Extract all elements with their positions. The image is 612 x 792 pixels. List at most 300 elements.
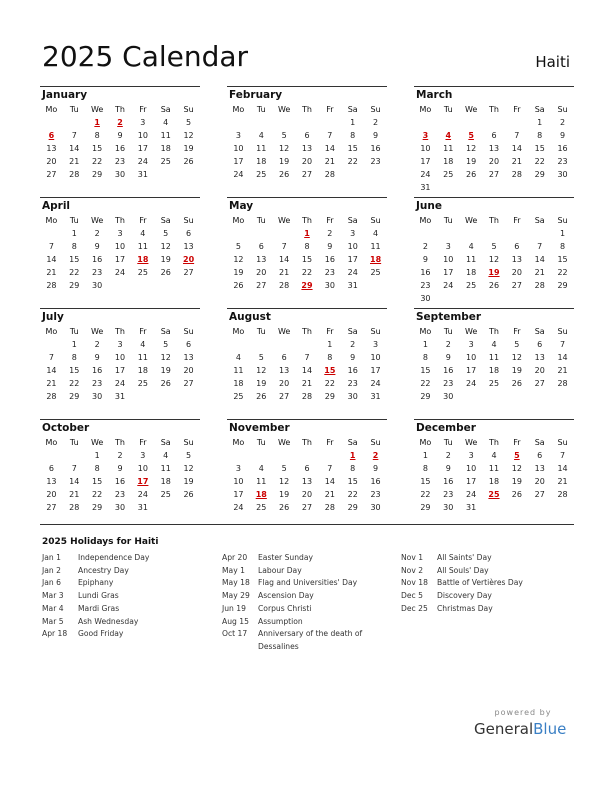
weekday-header <box>227 103 387 116</box>
day-cell: 27 <box>511 281 522 290</box>
day-cell: 12 <box>279 477 290 486</box>
weekday-label: Mo <box>419 216 432 225</box>
day-cell: 12 <box>466 144 477 153</box>
holiday-day: 29 <box>301 281 313 290</box>
day-cell: 15 <box>69 366 80 375</box>
month-august <box>227 308 387 419</box>
holiday-date: Dec 5 <box>401 591 423 601</box>
day-cell: 4 <box>140 340 146 349</box>
weekday-header <box>227 436 387 449</box>
weekday-label: Tu <box>69 327 79 336</box>
weekday-label: We <box>277 216 291 225</box>
day-grid <box>40 338 200 403</box>
day-cell: 13 <box>301 477 313 486</box>
day-cell: 29 <box>557 281 568 290</box>
holiday-column-1 <box>42 552 212 641</box>
day-cell: 30 <box>370 503 381 512</box>
weekday-header <box>414 214 574 227</box>
day-cell: 27 <box>183 379 194 388</box>
holiday-date: Mar 3 <box>42 591 64 601</box>
day-cell: 21 <box>534 268 545 277</box>
day-cell: 12 <box>256 366 267 375</box>
holiday-day: 15 <box>324 366 336 375</box>
holiday-date: Aug 15 <box>222 616 249 626</box>
day-cell: 10 <box>233 144 244 153</box>
holiday-entry <box>401 577 571 590</box>
day-cell: 1 <box>94 451 100 460</box>
month-december <box>414 419 574 530</box>
day-cell: 4 <box>140 229 146 238</box>
day-cell: 14 <box>46 255 57 264</box>
weekday-label: Th <box>489 216 499 225</box>
day-cell: 22 <box>347 157 358 166</box>
day-cell: 10 <box>233 477 244 486</box>
day-cell: 23 <box>92 268 103 277</box>
day-cell: 10 <box>347 242 358 251</box>
weekday-label: We <box>464 327 478 336</box>
day-cell: 15 <box>347 144 358 153</box>
day-cell: 3 <box>373 340 379 349</box>
day-cell: 24 <box>466 379 477 388</box>
day-cell: 6 <box>304 464 310 473</box>
day-cell: 20 <box>46 157 57 166</box>
day-cell: 6 <box>258 242 264 251</box>
day-blank <box>318 449 341 462</box>
weekday-label: Mo <box>232 105 245 114</box>
day-cell: 6 <box>537 451 543 460</box>
day-cell: 25 <box>137 379 148 388</box>
day-cell: 16 <box>114 477 126 486</box>
day-cell: 26 <box>488 281 500 290</box>
day-cell: 4 <box>468 242 474 251</box>
day-cell: 16 <box>370 477 381 486</box>
month-name: August <box>229 311 271 323</box>
day-blank <box>505 116 528 129</box>
day-blank <box>227 116 250 129</box>
day-cell: 24 <box>233 503 244 512</box>
day-cell: 13 <box>46 477 57 486</box>
day-blank <box>460 227 483 240</box>
holiday-entry <box>222 603 392 616</box>
weekday-label: Th <box>115 216 125 225</box>
day-cell: 30 <box>443 503 454 512</box>
holiday-entry <box>222 552 392 565</box>
weekday-label: Su <box>557 216 568 225</box>
day-cell: 5 <box>514 340 520 349</box>
weekday-label: Th <box>302 327 312 336</box>
weekday-label: Th <box>115 105 125 114</box>
day-cell: 20 <box>301 157 313 166</box>
day-cell: 13 <box>279 366 290 375</box>
holiday-entry <box>42 590 212 603</box>
day-cell: 20 <box>279 379 290 388</box>
day-cell: 31 <box>137 503 148 512</box>
day-cell: 16 <box>92 255 103 264</box>
day-cell: 31 <box>466 503 477 512</box>
day-cell: 13 <box>183 242 194 251</box>
day-grid <box>40 116 200 181</box>
holiday-date: May 29 <box>222 591 250 601</box>
day-cell: 2 <box>94 229 100 238</box>
holiday-name: Corpus Christi <box>258 603 312 613</box>
month-june <box>414 197 574 308</box>
day-cell: 7 <box>514 131 520 140</box>
day-cell: 2 <box>94 340 100 349</box>
day-cell: 3 <box>235 464 241 473</box>
day-cell: 25 <box>233 392 244 401</box>
month-name: January <box>42 89 88 101</box>
weekday-header <box>40 214 200 227</box>
day-cell: 15 <box>420 366 431 375</box>
day-cell: 26 <box>256 392 267 401</box>
day-grid <box>40 227 200 292</box>
day-cell: 18 <box>137 366 148 375</box>
holiday-day: 17 <box>137 477 149 486</box>
holiday-date: May 18 <box>222 578 250 588</box>
day-cell: 12 <box>511 353 522 362</box>
day-cell: 29 <box>534 170 545 179</box>
month-april <box>40 197 200 308</box>
day-cell: 26 <box>160 268 171 277</box>
day-cell: 12 <box>279 144 290 153</box>
month-name: November <box>229 422 290 434</box>
day-cell: 12 <box>233 255 244 264</box>
day-cell: 26 <box>160 379 171 388</box>
divider <box>40 524 574 525</box>
day-cell: 25 <box>256 170 267 179</box>
day-cell: 16 <box>92 366 103 375</box>
day-cell: 3 <box>468 340 474 349</box>
day-cell: 5 <box>235 242 241 251</box>
day-blank <box>40 227 63 240</box>
day-cell: 9 <box>445 464 451 473</box>
day-cell: 25 <box>488 379 500 388</box>
day-cell: 4 <box>258 464 264 473</box>
day-cell: 8 <box>537 131 543 140</box>
day-cell: 4 <box>373 229 379 238</box>
day-cell: 7 <box>48 353 54 362</box>
weekday-label: Th <box>302 105 312 114</box>
day-cell: 9 <box>350 353 356 362</box>
day-cell: 17 <box>370 366 381 375</box>
day-cell: 9 <box>445 353 451 362</box>
weekday-label: Th <box>302 438 312 447</box>
day-cell: 15 <box>92 477 103 486</box>
day-cell: 24 <box>233 170 244 179</box>
day-cell: 29 <box>69 281 80 290</box>
day-blank <box>483 116 506 129</box>
day-cell: 3 <box>445 242 451 251</box>
day-cell: 24 <box>114 379 126 388</box>
holiday-name: Flag and Universities' Day <box>258 578 358 588</box>
weekday-label: Mo <box>419 327 432 336</box>
weekday-label: Mo <box>232 438 245 447</box>
day-cell: 9 <box>117 464 123 473</box>
brand-general: General <box>474 720 534 738</box>
holiday-name: Battle of Vertières Day <box>437 578 523 588</box>
weekday-label: We <box>464 105 478 114</box>
day-cell: 20 <box>534 366 545 375</box>
weekday-label: Mo <box>45 216 58 225</box>
weekday-label: Tu <box>69 438 79 447</box>
day-cell: 17 <box>347 255 358 264</box>
holiday-date: Nov 18 <box>401 578 428 588</box>
day-cell: 20 <box>534 477 545 486</box>
holiday-day: 1 <box>349 451 356 460</box>
holiday-entry <box>401 565 571 578</box>
weekday-label: Sa <box>347 216 358 225</box>
weekday-label: Sa <box>534 216 545 225</box>
day-cell: 23 <box>347 379 358 388</box>
month-january <box>40 86 200 197</box>
day-cell: 10 <box>114 353 126 362</box>
day-cell: 31 <box>347 281 358 290</box>
day-cell: 16 <box>347 366 358 375</box>
day-cell: 10 <box>137 464 148 473</box>
holiday-date: Jan 6 <box>42 578 61 588</box>
month-november <box>227 419 387 530</box>
weekday-label: Sa <box>160 105 171 114</box>
day-cell: 26 <box>466 170 477 179</box>
weekday-label: Mo <box>419 438 432 447</box>
holiday-name: Lundi Gras <box>78 591 119 601</box>
day-cell: 21 <box>279 268 290 277</box>
holiday-column-3 <box>401 552 571 616</box>
day-cell: 23 <box>370 490 381 499</box>
weekday-label: Th <box>489 105 499 114</box>
day-cell: 10 <box>466 353 477 362</box>
weekday-label: Sa <box>347 327 358 336</box>
brand-logo[interactable] <box>474 720 566 738</box>
day-cell: 24 <box>466 490 477 499</box>
weekday-label: We <box>90 327 104 336</box>
day-blank <box>414 227 437 240</box>
holiday-entry <box>42 628 212 641</box>
holiday-day: 25 <box>488 490 500 499</box>
day-cell: 19 <box>511 366 522 375</box>
holiday-entry <box>222 628 392 653</box>
day-cell: 1 <box>327 340 333 349</box>
day-cell: 16 <box>370 144 381 153</box>
day-blank <box>296 449 319 462</box>
day-cell: 27 <box>488 170 500 179</box>
weekday-label: Su <box>557 105 568 114</box>
holidays-title: 2025 Holidays for Haiti <box>42 537 159 547</box>
months-grid <box>40 86 574 530</box>
weekday-label: We <box>90 216 104 225</box>
day-cell: 17 <box>137 144 148 153</box>
day-cell: 31 <box>137 170 148 179</box>
weekday-header <box>414 103 574 116</box>
day-cell: 17 <box>114 366 126 375</box>
weekday-label: Fr <box>326 438 334 447</box>
weekday-label: Tu <box>69 216 79 225</box>
weekday-header <box>40 325 200 338</box>
day-cell: 22 <box>557 268 568 277</box>
holiday-name: Good Friday <box>78 629 124 639</box>
day-cell: 28 <box>46 392 57 401</box>
day-cell: 13 <box>511 255 522 264</box>
day-cell: 26 <box>511 379 522 388</box>
holiday-day: 1 <box>94 118 100 127</box>
month-july <box>40 308 200 419</box>
day-cell: 5 <box>281 131 287 140</box>
day-cell: 26 <box>183 157 194 166</box>
day-cell: 4 <box>258 131 264 140</box>
holiday-day: 2 <box>372 451 379 460</box>
day-cell: 25 <box>160 157 171 166</box>
day-cell: 2 <box>560 118 566 127</box>
day-cell: 28 <box>534 281 545 290</box>
day-cell: 29 <box>92 503 103 512</box>
day-cell: 27 <box>301 503 313 512</box>
month-name: October <box>42 422 90 434</box>
day-blank <box>296 116 319 129</box>
holiday-name: Ascension Day <box>258 591 314 601</box>
day-cell: 18 <box>488 366 500 375</box>
day-cell: 19 <box>279 490 290 499</box>
day-cell: 26 <box>233 281 244 290</box>
day-cell: 7 <box>304 353 310 362</box>
holiday-date: Nov 1 <box>401 553 424 562</box>
day-cell: 11 <box>256 144 267 153</box>
day-cell: 28 <box>279 281 290 290</box>
weekday-label: Sa <box>160 327 171 336</box>
day-cell: 16 <box>557 144 568 153</box>
holiday-date: Mar 4 <box>42 603 64 613</box>
day-cell: 31 <box>114 392 126 401</box>
day-cell: 6 <box>48 464 54 473</box>
day-cell: 6 <box>186 229 192 238</box>
day-cell: 16 <box>324 255 335 264</box>
day-cell: 11 <box>488 353 500 362</box>
day-cell: 27 <box>46 503 57 512</box>
day-blank <box>227 227 250 240</box>
day-cell: 27 <box>46 170 57 179</box>
day-cell: 12 <box>160 353 171 362</box>
weekday-label: We <box>464 438 478 447</box>
brand-blue: Blue <box>533 720 567 738</box>
weekday-label: Tu <box>69 105 79 114</box>
day-cell: 5 <box>186 118 192 127</box>
day-cell: 8 <box>327 353 333 362</box>
day-cell: 30 <box>114 170 126 179</box>
day-cell: 5 <box>258 353 264 362</box>
day-cell: 24 <box>420 170 431 179</box>
holiday-entry <box>222 565 392 578</box>
day-cell: 25 <box>160 490 171 499</box>
holiday-date: Dec 25 <box>401 603 428 613</box>
day-cell: 29 <box>324 392 335 401</box>
holiday-date: Apr 18 <box>42 629 68 639</box>
day-cell: 8 <box>350 131 356 140</box>
day-cell: 2 <box>327 229 333 238</box>
day-cell: 14 <box>69 477 80 486</box>
day-cell: 9 <box>422 255 428 264</box>
holiday-day: 18 <box>137 255 149 264</box>
weekday-label: Mo <box>232 327 245 336</box>
holiday-name: Ancestry Day <box>78 565 129 575</box>
day-cell: 22 <box>69 268 80 277</box>
page-title: 2025 Calendar <box>42 40 249 73</box>
day-cell: 8 <box>422 353 428 362</box>
weekday-label: We <box>90 438 104 447</box>
day-cell: 30 <box>92 392 103 401</box>
day-blank <box>437 227 460 240</box>
day-cell: 24 <box>114 268 126 277</box>
day-cell: 21 <box>557 366 568 375</box>
day-blank <box>528 227 551 240</box>
weekday-label: Su <box>370 216 381 225</box>
day-cell: 30 <box>420 294 431 303</box>
day-cell: 12 <box>160 242 171 251</box>
day-cell: 8 <box>94 464 100 473</box>
day-cell: 24 <box>137 490 148 499</box>
day-cell: 21 <box>301 379 313 388</box>
day-cell: 8 <box>422 464 428 473</box>
holiday-date: Mar 5 <box>42 616 64 626</box>
day-cell: 4 <box>235 353 241 362</box>
day-cell: 18 <box>160 144 171 153</box>
day-blank <box>318 116 341 129</box>
day-cell: 1 <box>422 340 428 349</box>
day-cell: 12 <box>488 255 500 264</box>
day-cell: 3 <box>235 131 241 140</box>
holiday-name: Labour Day <box>258 565 302 575</box>
weekday-label: Fr <box>513 438 521 447</box>
day-cell: 14 <box>46 366 57 375</box>
day-blank <box>273 227 296 240</box>
holiday-name: Discovery Day <box>437 591 492 601</box>
day-cell: 10 <box>443 255 454 264</box>
month-name: February <box>229 89 283 101</box>
day-cell: 4 <box>491 340 497 349</box>
day-cell: 11 <box>137 242 148 251</box>
day-cell: 16 <box>420 268 431 277</box>
day-cell: 23 <box>420 281 431 290</box>
weekday-label: Fr <box>513 105 521 114</box>
weekday-label: Su <box>183 216 194 225</box>
weekday-label: Mo <box>419 105 432 114</box>
day-cell: 6 <box>304 131 310 140</box>
holiday-day: 20 <box>183 255 195 264</box>
day-cell: 27 <box>279 392 290 401</box>
day-cell: 23 <box>370 157 381 166</box>
day-cell: 3 <box>117 340 123 349</box>
holiday-day: 4 <box>445 131 452 140</box>
day-blank <box>40 449 63 462</box>
day-cell: 24 <box>137 157 148 166</box>
day-blank <box>40 116 63 129</box>
day-cell: 8 <box>304 242 310 251</box>
day-cell: 5 <box>163 229 169 238</box>
holiday-day: 5 <box>468 131 474 140</box>
day-cell: 25 <box>137 268 148 277</box>
day-cell: 6 <box>537 340 543 349</box>
day-cell: 14 <box>301 366 313 375</box>
weekday-label: Sa <box>160 216 171 225</box>
day-cell: 2 <box>422 242 428 251</box>
month-name: May <box>229 200 254 212</box>
day-cell: 13 <box>534 464 545 473</box>
day-cell: 23 <box>443 490 454 499</box>
day-cell: 29 <box>420 392 431 401</box>
day-blank <box>40 338 63 351</box>
weekday-header <box>227 325 387 338</box>
day-cell: 14 <box>324 144 335 153</box>
day-cell: 30 <box>114 503 126 512</box>
weekday-label: Fr <box>326 327 334 336</box>
